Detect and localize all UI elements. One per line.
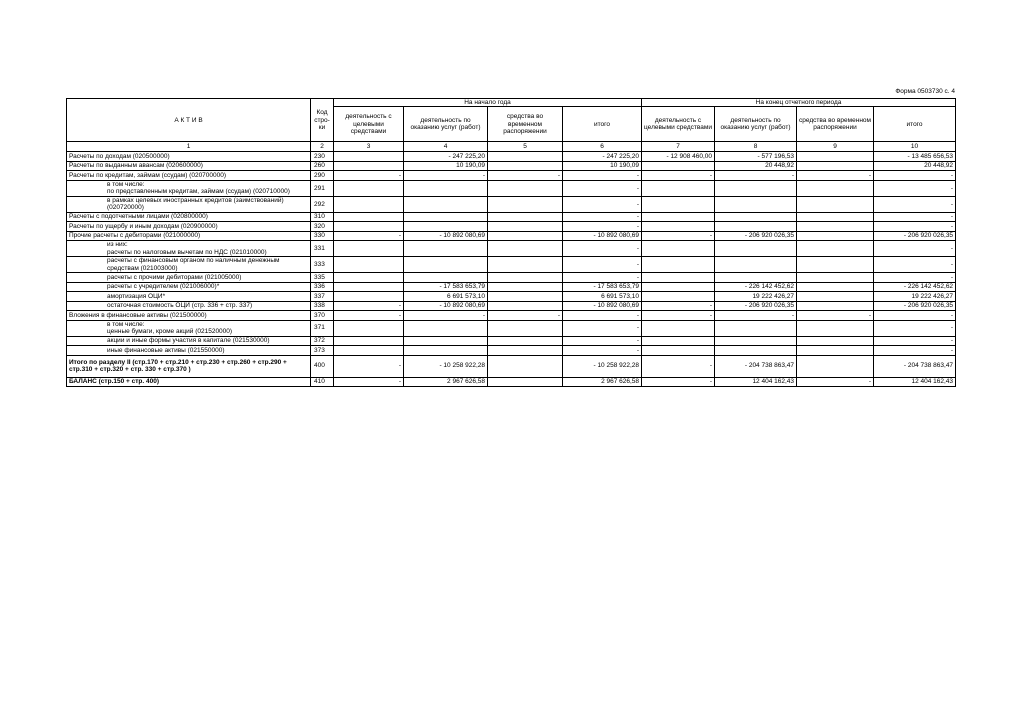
row-code: 373 xyxy=(311,346,334,356)
value-cell: 12 404 162,43 xyxy=(715,377,797,387)
value-cell: - 10 892 080,69 xyxy=(563,231,642,241)
value-cell xyxy=(334,282,404,292)
header-sub-col: деятельность по оказанию услуг (работ) xyxy=(404,107,488,142)
value-cell xyxy=(797,273,874,283)
row-code: 310 xyxy=(311,212,334,222)
value-cell xyxy=(797,320,874,336)
value-cell xyxy=(334,212,404,222)
value-cell: - xyxy=(563,171,642,181)
value-cell xyxy=(715,336,797,346)
table-row xyxy=(67,196,956,212)
row-code: 333 xyxy=(311,257,334,273)
table-row xyxy=(67,152,956,162)
value-cell: - xyxy=(642,231,715,241)
value-cell: - xyxy=(797,377,874,387)
row-code: 291 xyxy=(311,180,334,196)
value-cell xyxy=(715,196,797,212)
value-cell: - xyxy=(642,301,715,311)
header-sub-col: деятельность по оказанию услуг (работ) xyxy=(715,107,797,142)
value-cell xyxy=(334,161,404,171)
value-cell xyxy=(488,231,563,241)
row-name: в том числе: ценные бумаги, кроме акций (021520000) xyxy=(67,320,311,336)
row-code: 335 xyxy=(311,273,334,283)
value-cell: - 226 142 452,62 xyxy=(874,282,956,292)
value-cell: 2 967 626,58 xyxy=(404,377,488,387)
balance-assets-table xyxy=(66,98,956,387)
value-cell xyxy=(488,222,563,232)
value-cell: - xyxy=(334,355,404,377)
value-cell: - xyxy=(488,171,563,181)
header-sub-col: деятельность с целевыми средствами xyxy=(334,107,404,142)
value-cell xyxy=(715,320,797,336)
value-cell xyxy=(334,241,404,257)
value-cell: - xyxy=(563,222,642,232)
value-cell xyxy=(488,282,563,292)
value-cell: - xyxy=(874,171,956,181)
value-cell: - xyxy=(563,346,642,356)
header-sub-col: итого xyxy=(563,107,642,142)
row-name: Расчеты по кредитам, займам (ссудам) (020700000) xyxy=(67,171,311,181)
row-name: расчеты с финансовым органом по наличным денежным средствам (021003000) xyxy=(67,257,311,273)
value-cell: - 10 258 922,28 xyxy=(563,355,642,377)
table-row xyxy=(67,282,956,292)
value-cell: 6 691 573,10 xyxy=(563,292,642,302)
col-number: 7 xyxy=(642,142,715,152)
value-cell xyxy=(334,257,404,273)
value-cell xyxy=(797,292,874,302)
table-row xyxy=(67,257,956,273)
value-cell: - 10 892 080,69 xyxy=(404,231,488,241)
value-cell: - xyxy=(874,222,956,232)
table-row xyxy=(67,311,956,321)
value-cell xyxy=(797,196,874,212)
row-code: 260 xyxy=(311,161,334,171)
value-cell: - xyxy=(874,196,956,212)
value-cell: 20 448,92 xyxy=(874,161,956,171)
value-cell: - 13 485 656,53 xyxy=(874,152,956,162)
row-name: БАЛАНС (стр.150 + стр. 400) xyxy=(67,377,311,387)
value-cell: - xyxy=(874,257,956,273)
row-name: расчеты с прочими дебиторами (021005000) xyxy=(67,273,311,283)
value-cell: 19 222 426,27 xyxy=(874,292,956,302)
header-sub-col: средства во временном распоряжении xyxy=(797,107,874,142)
row-name: Расчеты по выданным авансам (020600000) xyxy=(67,161,311,171)
value-cell: - xyxy=(563,212,642,222)
header-code: Код стро-ки xyxy=(311,99,334,142)
value-cell xyxy=(642,292,715,302)
value-cell: - 10 892 080,69 xyxy=(404,301,488,311)
value-cell: 2 967 626,58 xyxy=(563,377,642,387)
header-end-period: На конец отчетного периода xyxy=(642,99,956,107)
row-name: Расчеты по доходам (020500000) xyxy=(67,152,311,162)
value-cell: - xyxy=(563,320,642,336)
value-cell xyxy=(642,241,715,257)
value-cell: - xyxy=(797,171,874,181)
row-code: 230 xyxy=(311,152,334,162)
row-code: 371 xyxy=(311,320,334,336)
value-cell xyxy=(797,222,874,232)
value-cell: - 247 225,20 xyxy=(404,152,488,162)
value-cell xyxy=(797,180,874,196)
value-cell: - xyxy=(563,180,642,196)
table-row xyxy=(67,171,956,181)
value-cell xyxy=(715,212,797,222)
row-code: 370 xyxy=(311,311,334,321)
row-name: Вложения в финансовые активы (021500000) xyxy=(67,311,311,321)
value-cell xyxy=(642,180,715,196)
value-cell: - xyxy=(874,273,956,283)
value-cell: - 247 225,20 xyxy=(563,152,642,162)
value-cell xyxy=(488,180,563,196)
value-cell xyxy=(404,273,488,283)
table-row xyxy=(67,241,956,257)
value-cell xyxy=(488,212,563,222)
row-code: 337 xyxy=(311,292,334,302)
table-row xyxy=(67,320,956,336)
row-code: 330 xyxy=(311,231,334,241)
row-name: Расчеты по ущербу и иным доходам (020900000) xyxy=(67,222,311,232)
value-cell: - xyxy=(404,171,488,181)
value-cell xyxy=(404,257,488,273)
value-cell xyxy=(488,355,563,377)
form-number-label: Форма 0503730 с. 4 xyxy=(895,88,955,95)
value-cell: - xyxy=(334,231,404,241)
value-cell: - 12 908 460,00 xyxy=(642,152,715,162)
header-aktiv: А К Т И В xyxy=(67,99,311,142)
value-cell xyxy=(715,241,797,257)
value-cell: - xyxy=(563,311,642,321)
row-name: Расчеты с подотчетными лицами (020800000) xyxy=(67,212,311,222)
row-code: 292 xyxy=(311,196,334,212)
table-row xyxy=(67,336,956,346)
value-cell: - xyxy=(334,301,404,311)
row-code: 372 xyxy=(311,336,334,346)
value-cell xyxy=(334,152,404,162)
row-name: в рамках целевых иностранных кредитов (заимствований) (020720000) xyxy=(67,196,311,212)
col-number: 2 xyxy=(311,142,334,152)
table-body xyxy=(67,152,956,387)
row-name: иные финансовые активы (021550000) xyxy=(67,346,311,356)
value-cell: - 206 920 026,35 xyxy=(874,301,956,311)
value-cell: - xyxy=(488,311,563,321)
value-cell xyxy=(642,336,715,346)
value-cell xyxy=(334,336,404,346)
value-cell: - xyxy=(874,180,956,196)
table-row xyxy=(67,377,956,387)
header-sub-col: итого xyxy=(874,107,956,142)
value-cell xyxy=(797,161,874,171)
value-cell: - xyxy=(715,311,797,321)
value-cell xyxy=(488,320,563,336)
row-name: расчеты с учредителем (021006000)* xyxy=(67,282,311,292)
col-number: 8 xyxy=(715,142,797,152)
table-row xyxy=(67,292,956,302)
value-cell xyxy=(488,336,563,346)
value-cell: - xyxy=(563,336,642,346)
value-cell xyxy=(797,282,874,292)
value-cell: - 226 142 452,62 xyxy=(715,282,797,292)
row-name: Прочие расчеты с дебиторами (021000000) xyxy=(67,231,311,241)
value-cell: - xyxy=(334,171,404,181)
value-cell: - xyxy=(334,377,404,387)
value-cell xyxy=(488,161,563,171)
value-cell xyxy=(488,292,563,302)
value-cell xyxy=(488,377,563,387)
value-cell: - xyxy=(563,257,642,273)
value-cell xyxy=(715,180,797,196)
value-cell: - xyxy=(642,355,715,377)
col-number: 10 xyxy=(874,142,956,152)
value-cell xyxy=(488,346,563,356)
row-name: из них: расчеты по налоговым вычетам по НДС (021010000) xyxy=(67,241,311,257)
value-cell xyxy=(797,301,874,311)
value-cell xyxy=(715,222,797,232)
value-cell: - xyxy=(874,241,956,257)
value-cell: - xyxy=(715,171,797,181)
value-cell xyxy=(797,212,874,222)
value-cell: - xyxy=(404,311,488,321)
value-cell: 6 691 573,10 xyxy=(404,292,488,302)
value-cell xyxy=(642,222,715,232)
row-name: в том числе: по представленным кредитам, займам (ссудам) (020710000) xyxy=(67,180,311,196)
value-cell xyxy=(488,152,563,162)
row-code: 331 xyxy=(311,241,334,257)
value-cell xyxy=(488,196,563,212)
value-cell xyxy=(797,231,874,241)
value-cell: - 10 258 922,28 xyxy=(404,355,488,377)
value-cell xyxy=(404,180,488,196)
row-name: Итого по разделу II (стр.170 + стр.210 + стр.230 + стр.260 + стр.290 + стр.310 + стр.320 + стр. 330 + стр.370 ) xyxy=(67,355,311,377)
value-cell xyxy=(797,355,874,377)
value-cell: - xyxy=(797,311,874,321)
value-cell xyxy=(404,346,488,356)
header-start-period: На начало года xyxy=(334,99,642,107)
value-cell: - xyxy=(642,171,715,181)
value-cell xyxy=(488,301,563,311)
table-row xyxy=(67,161,956,171)
value-cell xyxy=(404,196,488,212)
value-cell xyxy=(642,212,715,222)
value-cell: - 204 738 863,47 xyxy=(715,355,797,377)
value-cell xyxy=(488,257,563,273)
value-cell xyxy=(334,196,404,212)
value-cell xyxy=(404,212,488,222)
header-sub-col: деятельность с целевыми средствами xyxy=(642,107,715,142)
col-number: 1 xyxy=(67,142,311,152)
table-row xyxy=(67,231,956,241)
col-number: 4 xyxy=(404,142,488,152)
value-cell: - 206 920 026,35 xyxy=(874,231,956,241)
value-cell: - 17 583 653,79 xyxy=(563,282,642,292)
row-name: остаточная стоимость ОЦИ (стр. 336 + стр. 337) xyxy=(67,301,311,311)
value-cell: - 204 738 863,47 xyxy=(874,355,956,377)
value-cell xyxy=(797,257,874,273)
value-cell: - xyxy=(874,212,956,222)
col-number: 5 xyxy=(488,142,563,152)
value-cell xyxy=(642,273,715,283)
value-cell: 10 190,09 xyxy=(563,161,642,171)
value-cell: - xyxy=(874,346,956,356)
value-cell: 10 190,09 xyxy=(404,161,488,171)
value-cell xyxy=(404,241,488,257)
header-sub-col: средства во временном распоряжении xyxy=(488,107,563,142)
value-cell: - xyxy=(874,336,956,346)
row-code: 338 xyxy=(311,301,334,311)
value-cell xyxy=(334,222,404,232)
value-cell xyxy=(642,257,715,273)
value-cell: - 206 920 026,35 xyxy=(715,301,797,311)
value-cell xyxy=(334,273,404,283)
row-code: 400 xyxy=(311,355,334,377)
table-row xyxy=(67,346,956,356)
value-cell: 12 404 162,43 xyxy=(874,377,956,387)
value-cell: - xyxy=(563,273,642,283)
value-cell xyxy=(404,320,488,336)
value-cell xyxy=(797,346,874,356)
value-cell: - 577 196,53 xyxy=(715,152,797,162)
value-cell: - 206 920 026,35 xyxy=(715,231,797,241)
table-row xyxy=(67,180,956,196)
value-cell xyxy=(715,346,797,356)
value-cell xyxy=(797,152,874,162)
value-cell xyxy=(642,282,715,292)
value-cell xyxy=(334,320,404,336)
value-cell xyxy=(715,257,797,273)
row-code: 336 xyxy=(311,282,334,292)
value-cell xyxy=(642,346,715,356)
value-cell: 19 222 426,27 xyxy=(715,292,797,302)
value-cell xyxy=(715,273,797,283)
value-cell xyxy=(334,292,404,302)
table-row xyxy=(67,355,956,377)
table-row xyxy=(67,301,956,311)
value-cell: - xyxy=(563,241,642,257)
col-number: 6 xyxy=(563,142,642,152)
value-cell xyxy=(642,196,715,212)
value-cell: - xyxy=(874,320,956,336)
value-cell xyxy=(642,161,715,171)
col-number: 3 xyxy=(334,142,404,152)
value-cell: - 10 892 080,69 xyxy=(563,301,642,311)
value-cell xyxy=(404,222,488,232)
value-cell: - 17 583 653,79 xyxy=(404,282,488,292)
value-cell xyxy=(797,336,874,346)
table-row xyxy=(67,222,956,232)
col-number: 9 xyxy=(797,142,874,152)
row-code: 410 xyxy=(311,377,334,387)
value-cell xyxy=(488,241,563,257)
table-row xyxy=(67,212,956,222)
value-cell xyxy=(404,336,488,346)
value-cell: - xyxy=(642,377,715,387)
table-row xyxy=(67,273,956,283)
value-cell: - xyxy=(642,311,715,321)
value-cell: 20 448,92 xyxy=(715,161,797,171)
row-code: 290 xyxy=(311,171,334,181)
row-code: 320 xyxy=(311,222,334,232)
value-cell xyxy=(334,346,404,356)
row-name: акции и иные формы участия в капитале (021530000) xyxy=(67,336,311,346)
row-name: амортизация ОЦИ* xyxy=(67,292,311,302)
value-cell xyxy=(334,180,404,196)
value-cell: - xyxy=(334,311,404,321)
value-cell: - xyxy=(874,311,956,321)
value-cell: - xyxy=(563,196,642,212)
value-cell xyxy=(488,273,563,283)
value-cell xyxy=(797,241,874,257)
value-cell xyxy=(642,320,715,336)
